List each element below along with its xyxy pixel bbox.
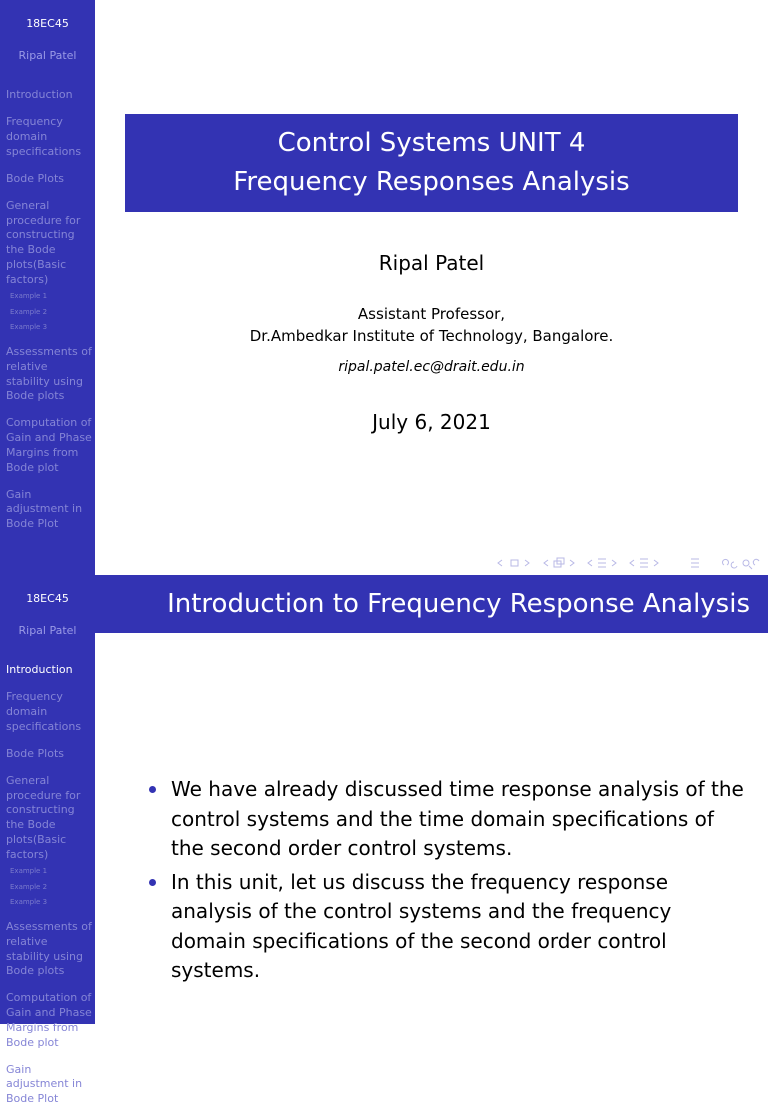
sidebar-item-frequency-domain-specifications[interactable]: Frequency domain specifications	[6, 115, 82, 158]
nav-frame-icon[interactable]	[544, 558, 574, 567]
author-institute: Dr.Ambedkar Institute of Technology, Bangalore.	[249, 327, 614, 345]
sidebar	[0, 575, 95, 1106]
sidebar-item-gain-adjustment[interactable]: Gain adjustment in Bode Plot	[6, 487, 83, 531]
nav-align-icon[interactable]	[691, 559, 699, 567]
author-email: ripal.patel.ec@drait.edu.in	[338, 359, 525, 375]
beamer-navigation-bar	[496, 556, 762, 570]
author-name: Ripal Patel	[378, 251, 485, 275]
bullet-text: We have already discussed time response analysis of the control systems and the time domain specifications of the second order control systems.	[171, 777, 744, 860]
sidebar-nav	[6, 88, 92, 544]
sidebar-item-gain-adjustment[interactable]: Gain adjustment in Bode Plot	[6, 1062, 83, 1106]
bullet-item	[149, 775, 749, 864]
sidebar-subitem-example-2[interactable]: Example 2	[10, 882, 48, 891]
sidebar	[0, 0, 95, 575]
sidebar-course-code: 18EC45	[26, 17, 69, 30]
sidebar-author: Ripal Patel	[18, 624, 77, 637]
sidebar-author: Ripal Patel	[18, 49, 77, 62]
title-box	[125, 114, 738, 212]
sidebar-item-bode-plots[interactable]: Bode Plots	[6, 746, 64, 760]
sidebar-item-general-procedure[interactable]: General procedure for constructing the Bode plots(Basic factors)	[6, 199, 81, 286]
sidebar-item-computation-gain-phase-margins[interactable]: Computation of Gain and Phase Margins from Bode plot	[6, 416, 92, 474]
introduction-slide	[0, 575, 768, 1106]
sidebar-item-introduction[interactable]: Introduction	[6, 88, 73, 101]
author-position: Assistant Professor,	[357, 305, 506, 323]
presentation-date: July 6, 2021	[372, 410, 491, 434]
sidebar-subitem-example-3[interactable]: Example 3	[10, 322, 48, 331]
sidebar-item-introduction[interactable]: Introduction	[6, 663, 73, 676]
presentation-subtitle: Frequency Responses Analysis	[233, 167, 630, 197]
presentation-title: Control Systems UNIT 4	[277, 128, 586, 158]
sidebar-item-assessments-relative-stability[interactable]: Assessments of relative stability using Bode plots	[6, 345, 92, 403]
nav-search-icon[interactable]	[723, 559, 760, 569]
sidebar-item-bode-plots[interactable]: Bode Plots	[6, 171, 64, 185]
sidebar-subitem-example-1[interactable]: Example 1	[10, 292, 48, 301]
bullet-text: In this unit, let us discuss the frequency response analysis of the control systems and the frequency domain specifications of the second order control systems.	[171, 869, 672, 982]
bullet-dot-icon	[149, 786, 156, 793]
nav-subsection-icon[interactable]	[588, 559, 616, 567]
sidebar-item-assessments-relative-stability[interactable]: Assessments of relative stability using Bode plots	[6, 920, 92, 978]
sidebar-item-computation-gain-phase-margins[interactable]: Computation of Gain and Phase Margins from Bode plot	[6, 991, 92, 1049]
bullet-list	[149, 775, 749, 990]
sidebar-subitem-example-2[interactable]: Example 2	[10, 307, 48, 316]
sidebar-subitem-example-3[interactable]: Example 3	[10, 897, 48, 906]
bullet-item	[149, 868, 749, 986]
sidebar-item-frequency-domain-specifications[interactable]: Frequency domain specifications	[6, 690, 82, 733]
frame-title: Introduction to Frequency Response Analysis	[167, 589, 750, 619]
nav-section-icon[interactable]	[630, 559, 658, 567]
sidebar-subitem-example-1[interactable]: Example 1	[10, 867, 48, 876]
sidebar-item-general-procedure[interactable]: General procedure for constructing the Bode plots(Basic factors)	[6, 774, 81, 861]
sidebar-course-code: 18EC45	[26, 592, 69, 605]
nav-first-icon[interactable]	[498, 560, 529, 566]
sidebar-nav	[6, 663, 92, 1119]
bullet-dot-icon	[149, 879, 156, 886]
